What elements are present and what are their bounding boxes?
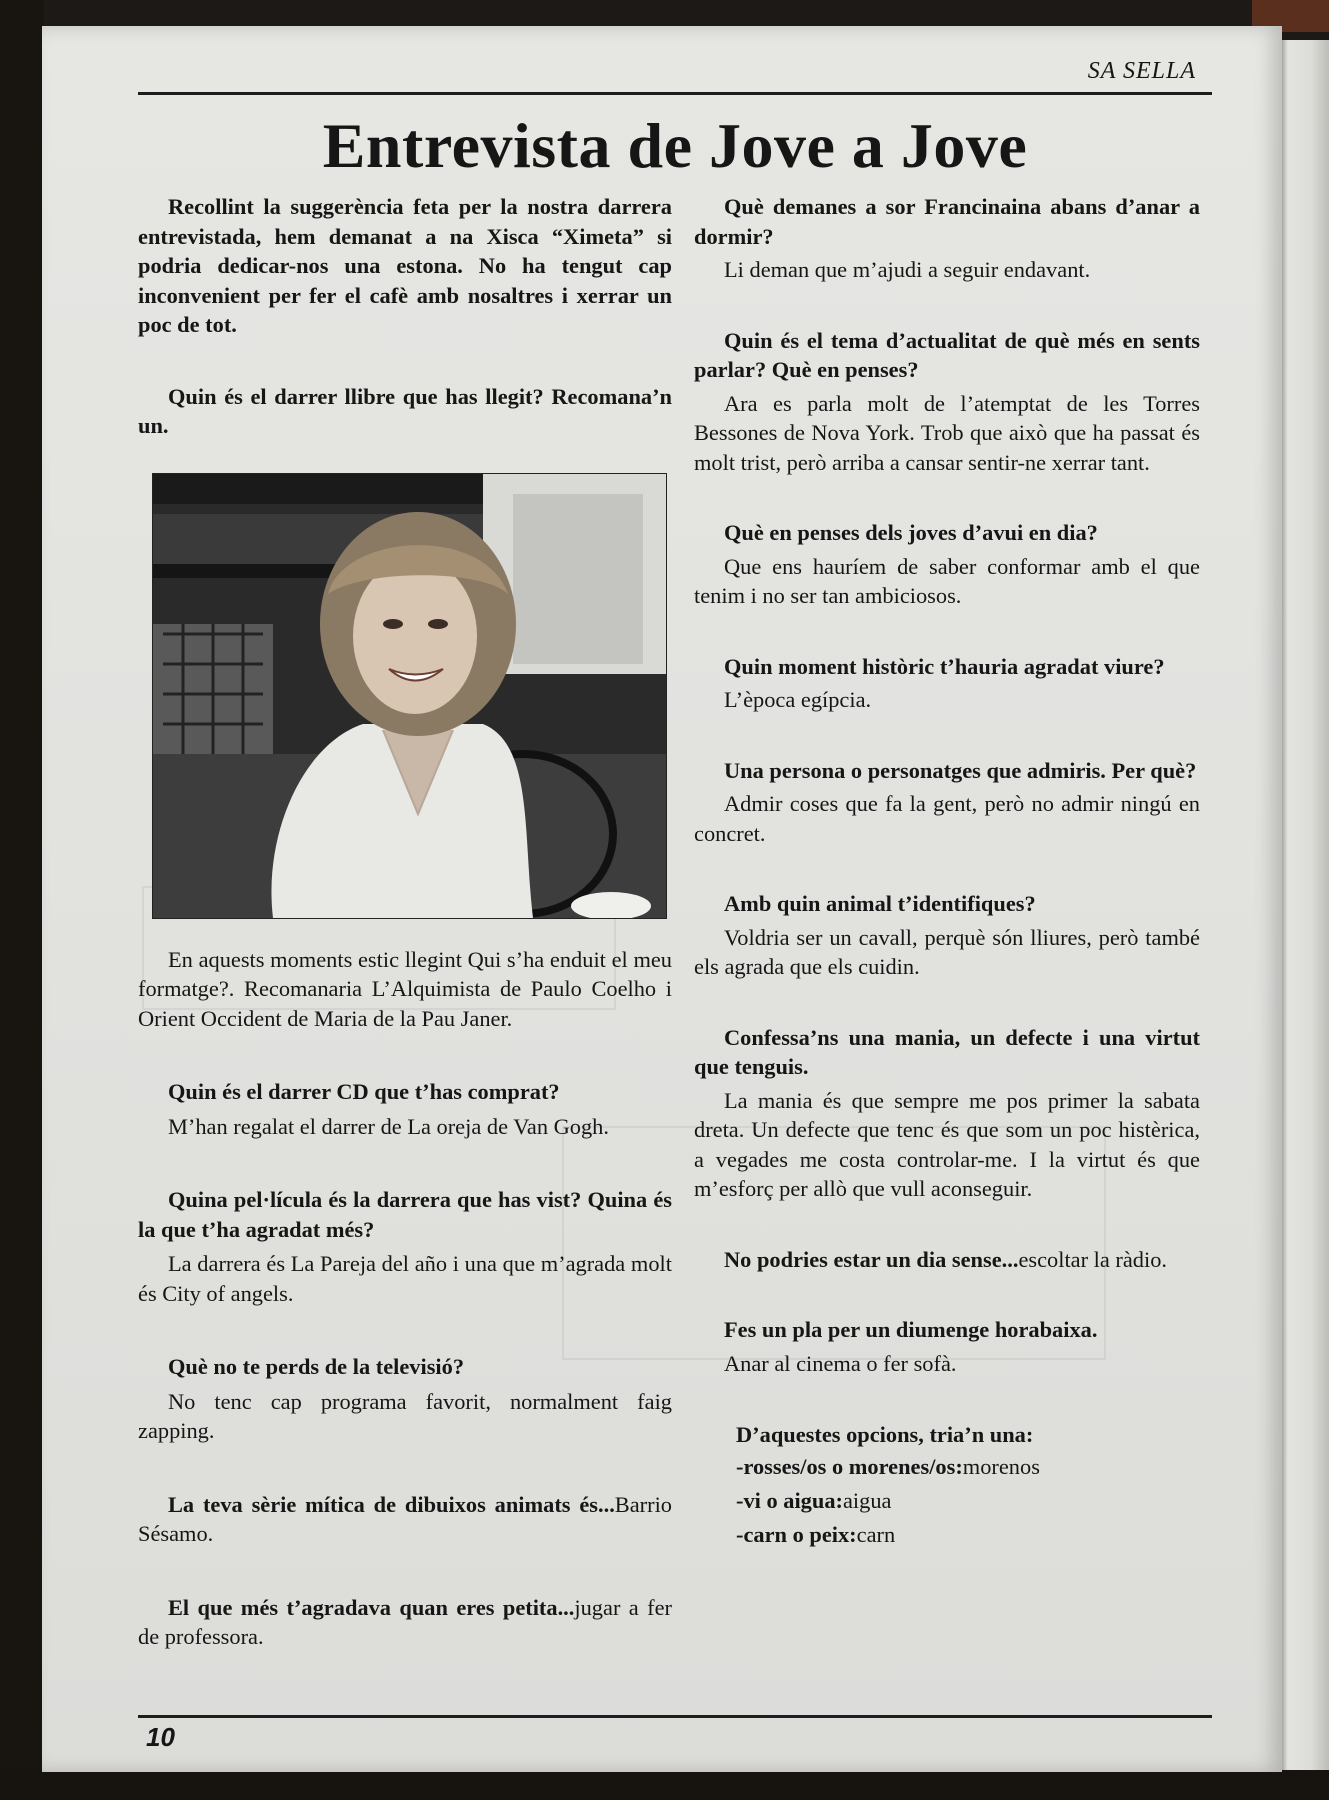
question: Amb quin animal t’identifiques? bbox=[724, 891, 1036, 916]
magazine-name: SA SELLA bbox=[1087, 58, 1196, 84]
answer: En aquests moments estic llegint Qui s’ha enduit el meu formatge?. Recomanaria L’Alquimista de Paulo Coelho i Orient Occident de Maria de la Pau Janer. bbox=[138, 946, 672, 1031]
article-title: Entrevista de Jove a Jove bbox=[322, 110, 1028, 181]
option-answer: carn bbox=[856, 1522, 896, 1547]
inline-qa bbox=[694, 1245, 1200, 1275]
answer: Voldria ser un cavall, perquè són lliures, però també els agrada que els cuidin. bbox=[694, 924, 1200, 979]
answer: La darrera és La Pareja del año i una que m’agrada molt és City of angels. bbox=[138, 1251, 672, 1306]
answer: Que ens hauríem de saber conformar amb el que tenim i no ser tan ambiciosos. bbox=[694, 553, 1200, 608]
option-item bbox=[694, 1450, 1200, 1484]
answer: L’època egípcia. bbox=[724, 687, 872, 712]
qa-block bbox=[694, 326, 1200, 478]
option-answer: aigua bbox=[842, 1488, 892, 1513]
left-column bbox=[138, 192, 672, 1696]
question: Què en penses dels joves d’avui en dia? bbox=[724, 520, 1098, 545]
question: Què demanes a sor Francinaina abans d’anar a dormir? bbox=[694, 194, 1200, 249]
option-question: -vi o aigua: bbox=[736, 1488, 843, 1513]
question: Quin és el darrer CD que t’has comprat? bbox=[168, 1079, 560, 1104]
answer: Li deman que m’ajudi a seguir endavant. bbox=[724, 257, 1091, 282]
option-item bbox=[694, 1484, 1200, 1518]
options-heading: D’aquestes opcions, tria’n una: bbox=[736, 1422, 1034, 1447]
answer: jugar a fer de professora. bbox=[138, 1594, 672, 1649]
footer-rule bbox=[138, 1715, 1212, 1718]
right-column bbox=[694, 192, 1200, 1552]
qa-block bbox=[694, 192, 1200, 285]
question: Quin moment històric t’hauria agradat viure? bbox=[724, 653, 1165, 679]
question: Quin és el darrer llibre que has llegit? Recomana’n un. bbox=[138, 383, 672, 438]
question: Quina pel·lícula és la darrera que has vist? Quina és la que t’ha agradat més? bbox=[138, 1187, 672, 1242]
background-edge-left bbox=[0, 0, 44, 1800]
answer: Ara es parla molt de l’atemptat de les Torres Bessones de Nova York. Trob que això que ha passat és molt trist, però arriba a cansar sentir-ne xerrar tant. bbox=[694, 390, 1200, 475]
answer: escoltar la ràdio. bbox=[1018, 1246, 1168, 1272]
question: Fes un pla per un diumenge horabaixa. bbox=[724, 1317, 1098, 1342]
intro-paragraph: Recollint la suggerència feta per la nostra darrera entrevistada, hem demanat a na Xisca “Ximeta” si podria dedicar-nos una estona. No ha tengut cap inconvenient per fer el cafè amb nosaltres i xerrar un poc de tot. bbox=[138, 194, 672, 337]
qa-block bbox=[694, 1245, 1200, 1275]
inline-qa bbox=[138, 1593, 672, 1652]
header-rule bbox=[138, 92, 1212, 95]
option-item bbox=[694, 1518, 1200, 1552]
qa-block bbox=[694, 889, 1200, 982]
answer: La mania és que sempre me pos primer la sabata dreta. Un defecte que tenc és que som un poc histèrica, a vegades me costa controlar-me. I la virtut és que m’esforç per allò que vull aconseguir. bbox=[694, 1087, 1200, 1201]
question: Quin és el tema d’actualitat de què més en sents parlar? Què en penses? bbox=[694, 327, 1200, 382]
qa-block bbox=[694, 1315, 1200, 1378]
qa-block bbox=[694, 652, 1200, 715]
qa-block bbox=[138, 1352, 672, 1446]
answer: Admir coses que fa la gent, però no admir ningú en concret. bbox=[694, 791, 1200, 846]
qa-block bbox=[138, 1077, 672, 1141]
qa-block bbox=[138, 1593, 672, 1652]
answer: Anar al cinema o fer sofà. bbox=[724, 1350, 957, 1376]
qa-block bbox=[694, 1023, 1200, 1204]
qa-block bbox=[694, 518, 1200, 611]
option-answer: morenos bbox=[962, 1454, 1040, 1479]
question: No podries estar un dia sense... bbox=[724, 1246, 1019, 1272]
answer: Barrio Sésamo. bbox=[138, 1491, 672, 1546]
question: Què no te perds de la televisió? bbox=[168, 1354, 465, 1379]
option-question: -carn o peix: bbox=[736, 1522, 857, 1547]
qa-block bbox=[138, 1490, 672, 1549]
interviewee-photo bbox=[152, 473, 667, 919]
answer: No tenc cap programa favorit, normalment faig zapping. bbox=[138, 1388, 672, 1443]
page-number: 10 bbox=[146, 1722, 175, 1752]
qa-block bbox=[694, 756, 1200, 849]
inline-qa bbox=[138, 1490, 672, 1549]
question: Una persona o personatges que admiris. Per què? bbox=[724, 757, 1197, 783]
question: El que més t’agradava quan eres petita... bbox=[168, 1594, 575, 1620]
answer: M’han regalat el darrer de La oreja de Van Gogh. bbox=[168, 1113, 609, 1139]
question: Confessa’ns una mania, un defecte i una virtut que tenguis. bbox=[694, 1024, 1200, 1079]
question: La teva sèrie mítica de dibuixos animats és... bbox=[168, 1491, 615, 1517]
options-block bbox=[694, 1419, 1200, 1552]
option-question: -rosses/os o morenes/os: bbox=[736, 1454, 963, 1479]
qa-block bbox=[138, 1185, 672, 1308]
background-edge-bottom bbox=[0, 1770, 1329, 1800]
